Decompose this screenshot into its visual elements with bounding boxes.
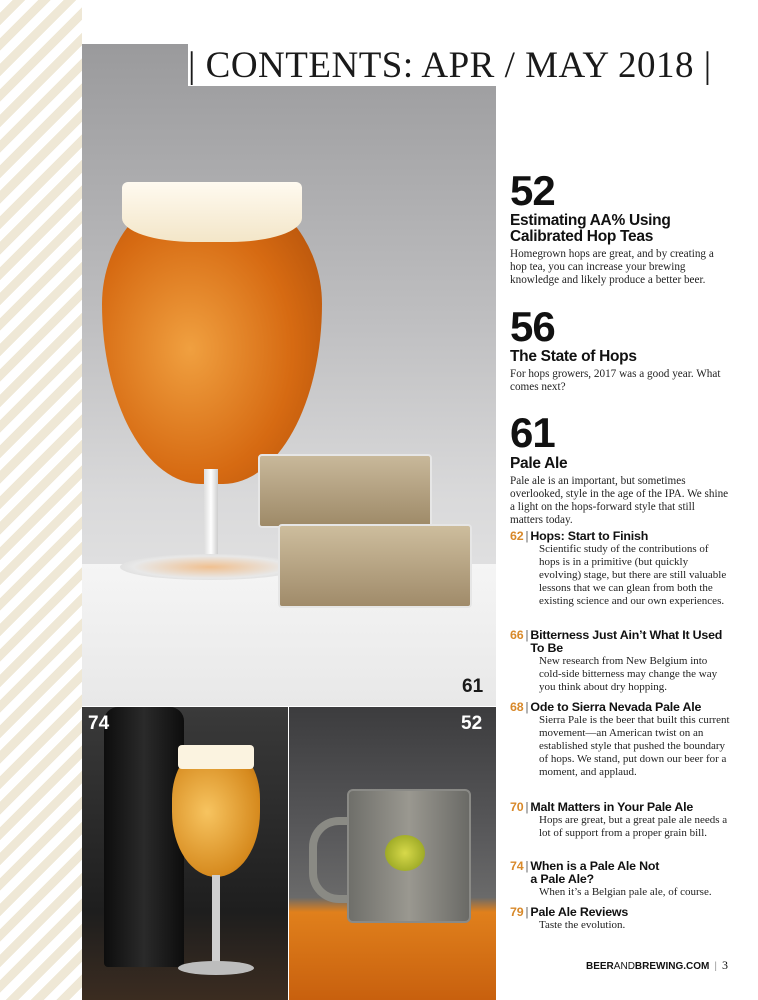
malt-dish-illustration	[258, 454, 432, 528]
bottom-left-photo[interactable]	[82, 707, 288, 1000]
sub-article[interactable]: 66 | Bitterness Just Ain’t What It Used To Be New research from New Belgium into cold-side bitterness may change the way you think about dry hopping.	[510, 629, 732, 694]
sub-article-title: Malt Matters in Your Pale Ale	[530, 800, 694, 814]
sub-article-description: Hops are great, but a great pale ale needs a lot of support from a proper grain bill.	[539, 814, 728, 839]
page-title: | CONTENTS: APR / MAY 2018 |	[188, 44, 712, 86]
tulip-foam-illustration	[178, 745, 254, 769]
sub-article-title: Bitterness Just Ain’t What It Used To Be	[530, 628, 723, 655]
feature-article[interactable]	[510, 303, 730, 394]
sub-article-page: 66	[510, 628, 524, 642]
sub-article-title: Ode to Sierra Nevada Pale Ale	[530, 700, 702, 714]
main-photo-pale-ale[interactable]	[82, 44, 496, 706]
sub-article[interactable]: 62 | Hops: Start to Finish Scientific study of the contributions of hops is in a primitive (but quickly evolving) stage, but there are still valuable lessons that we can glean from both the existing science and our own experiences.	[510, 530, 732, 608]
sub-article-title: Hops: Start to Finish	[530, 529, 649, 543]
photo-page-number: 52	[461, 713, 483, 734]
sub-article-description: New research from New Belgium into cold-side bitterness may change the way you think about dry hopping.	[539, 655, 718, 693]
sub-article[interactable]: 68 | Ode to Sierra Nevada Pale Ale Sierra Pale is the beer that built this current movement—an American twist on an established style that pushed the boundary of hops. We stand, put down our beer for a moment, and applaud.	[510, 701, 732, 779]
beer-foam-illustration	[122, 182, 302, 242]
feature-page-number: 52	[510, 167, 555, 214]
sub-article-page: 68	[510, 700, 524, 714]
sub-article-description: Taste the evolution.	[539, 919, 626, 931]
sub-article-description: When it’s a Belgian pale ale, of course.	[539, 886, 712, 898]
feature-article[interactable]	[510, 167, 730, 287]
footer-page-number: 3	[721, 958, 728, 972]
photo-page-number: 74	[88, 713, 110, 734]
page-footer: BEERANDBREWING.COM | 3	[586, 958, 728, 972]
tulip-base-illustration	[178, 961, 254, 975]
feature-page-number: 56	[510, 303, 555, 350]
feature-page-number: 61	[510, 409, 555, 456]
photo-page-number: 61	[462, 676, 484, 697]
sub-article-title: When is a Pale Ale Not a Pale Ale?	[530, 859, 660, 886]
sub-article[interactable]: 74 | When is a Pale Ale Not a Pale Ale? When it’s a Belgian pale ale, of course.	[510, 860, 732, 899]
contents-title-bar	[188, 44, 718, 86]
glass-base-illustration	[120, 554, 300, 580]
footer-site-brewing: BREWING.COM	[634, 961, 710, 972]
glass-stem-illustration	[204, 469, 218, 559]
sub-article[interactable]: 70 | Malt Matters in Your Pale Ale Hops are great, but a great pale ale needs a lot of support from a proper grain bill.	[510, 801, 732, 840]
sub-article-title: Pale Ale Reviews	[530, 905, 629, 919]
sub-article[interactable]: 79 | Pale Ale Reviews Taste the evolution.	[510, 906, 732, 932]
feature-title: Estimating AA% Using Calibrated Hop Teas	[510, 212, 671, 245]
sub-article-page: 62	[510, 529, 524, 543]
hop-cone-illustration	[385, 835, 425, 871]
decorative-stripe-border	[0, 0, 82, 1000]
tulip-stem-illustration	[212, 875, 220, 965]
bottle-illustration	[104, 707, 184, 967]
footer-site-and: AND	[613, 961, 635, 972]
sub-article-description: Sierra Pale is the beer that built this current movement—an American twist on an established style that pushed the boundary of hops. We stand, put down our beer for a moment, and applaud.	[539, 714, 730, 778]
feature-description: For hops growers, 2017 was a good year. What comes next?	[510, 368, 721, 393]
bottom-right-photo[interactable]	[289, 707, 496, 1000]
feature-article[interactable]	[510, 409, 730, 527]
sub-article-page: 70	[510, 800, 524, 814]
sub-article-description: Scientific study of the contributions of hops is in a primitive (but quickly evolving) stage, but there are still valuable lessons that we can glean from both the existing science and our own experiences.	[539, 543, 727, 607]
sub-article-page: 79	[510, 905, 524, 919]
feature-description: Pale ale is an important, but sometimes overlooked, style in the age of the IPA. We shine a light on the hops-forward style that still matters today.	[510, 475, 729, 526]
feature-title: The State of Hops	[510, 348, 637, 365]
sub-article-page: 74	[510, 859, 524, 873]
feature-title: Pale Ale	[510, 455, 568, 472]
feature-description: Homegrown hops are great, and by creating a hop tea, you can increase your brewing knowledge and likely produce a better beer.	[510, 248, 714, 286]
malt-dish-illustration	[278, 524, 472, 608]
footer-site-beer: BEER	[586, 961, 614, 972]
